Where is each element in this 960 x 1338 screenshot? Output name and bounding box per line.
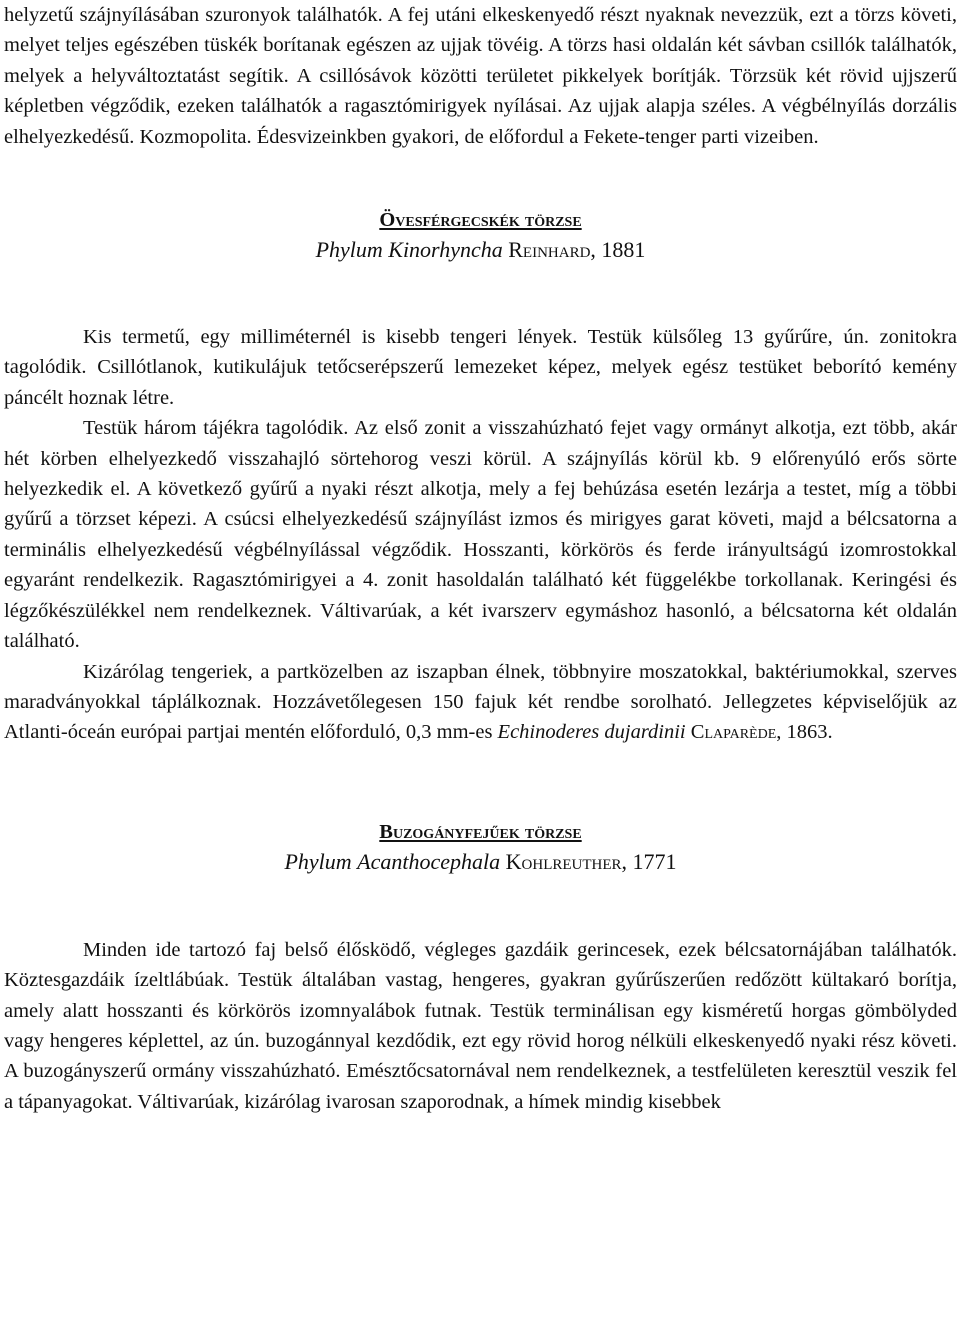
paragraph	[4, 657, 957, 748]
paragraph: Kis termetű, egy milliméternél is kisebb tengeri lények. Testük külsőleg 13 gyűrűre, ún. zonitokra tagolódik. Csillótlanok, kutikulájuk tetőcserépszerű lemezeket képez, melyek egész testüket beborító kemény páncélt hoznak létre.	[4, 326, 957, 409]
species-name: Echinoderes dujardinii	[497, 721, 686, 744]
species-year: , 1863.	[776, 721, 833, 744]
paragraph-text: Kizárólag tengeriek, a partközelben az iszapban élnek, többnyire moszatokkal, baktériumokkal, szerves maradványokkal táplálkoznak. Hozzávetőlegesen 150 fajuk két rendbe sorolható. Jellegzetes képviselőjük az Atlanti-óceán európai partjai mentén előforduló, 0,3 mm-es	[4, 660, 957, 744]
section-heading-acanthocephala	[4, 817, 957, 877]
species-author: Claparède	[690, 721, 777, 744]
spacer	[4, 877, 957, 935]
paragraph: Testük három tájékra tagolódik. Az első zonit a visszahúzható fejet vagy ormányt alkotja, ezt több, akár hét körben elhelyezkedő visszahajló sörtehorog veszi körül. A szájnyílás körül kb. 9 előrenyúló erős sörte helyezkedik el. A következő gyűrű a nyaki részt alkotja, mely a fej behúzása esetén lezárja a testet, míg a többi gyűrű a törzset képezi. A csúcsi elhelyezkedésű szájnyílást izmos és mirigyes garat követi, majd a bélcsatorna a terminális elhelyezkedésű végbélnyílással végződik. Hosszanti, körkörös és ferde irányultságú izomrostokkal egyaránt rendelkezik. Ragasztómirigyei a 4. zonit hasoldalán található két függelékbe torkollanak. Keringési és légzőkészülékkel nem rendelkeznek. Váltivarúak, a két ivarszerv egymáshoz hasonló, a bélcsatorna két oldalán található.	[4, 417, 957, 653]
taxon-year: , 1881	[590, 237, 646, 263]
paragraph: Minden ide tartozó faj belső élősködő, végleges gazdáik gerincesek, ezek bélcsatornájában találhatók. Köztesgazdáik ízeltlábúak. Testük általában vastag, hengeres, gyakran gyűrűszerűen redőzött kültakaró borítja, amely alatt hosszanti és körkörös izomnyalábok futnak. Testük terminálisan egy kisméretű horgas gömbölyded vagy hengeres képlettel, az ún. buzogánnyal kezdődik, ezt egy rövid horog nélküli elkeskenyedő nyaki rész követi. A buzogányszerű ormány visszahúzható. Emésztőcsatornával nem rendelkeznek, a testfelületen keresztül veszik fel a tápanyagokat. Váltivarúak, kizárólag ivarosan szaporodnak, a hímek mindig kisebbek	[4, 938, 957, 1113]
paragraph-intro: helyzetű szájnyílásában szuronyok találhatók. A fej utáni elkeskenyedő részt nyaknak nevezzük, ezt a törzs követi, melyet teljes egészében tüskék borítanak egészen az ujjak tövéig. A törzs hasi oldalán két sávban csillók találhatók, melyek a helyváltoztatást segítik. A csillósávok közötti területet pikkelyek borítják. Törzsük két rövid ujjszerű képletben végződik, ezeken találhatók a ragasztómirigyek nyílásai. Az ujjak alapja széles. A végbélnyílás dorzális elhelyezkedésű. Kozmopolita. Édesvizeinkben gyakori, de előfordul a Fekete-tenger parti vizeiben.	[4, 4, 957, 148]
spacer	[4, 748, 957, 817]
taxon-author: Reinhard	[508, 237, 591, 263]
section-title: Övesférgecskék törzse	[379, 209, 582, 232]
phylum-name: Acanthocephala	[357, 848, 501, 874]
section-taxon-line	[4, 847, 957, 877]
section-title: Buzogányfejűek törzse	[379, 820, 582, 843]
spacer	[4, 265, 957, 322]
phylum-label: Phylum	[315, 237, 383, 263]
phylum-label: Phylum	[284, 848, 352, 874]
section-taxon-line	[4, 235, 957, 265]
phylum-name: Kinorhyncha	[388, 237, 503, 263]
document-page	[4, 0, 957, 1117]
taxon-author: Kohlreuther	[505, 848, 622, 874]
spacer	[4, 152, 957, 205]
taxon-year: , 1771	[621, 848, 677, 874]
section-heading-kinorhyncha	[4, 205, 957, 265]
